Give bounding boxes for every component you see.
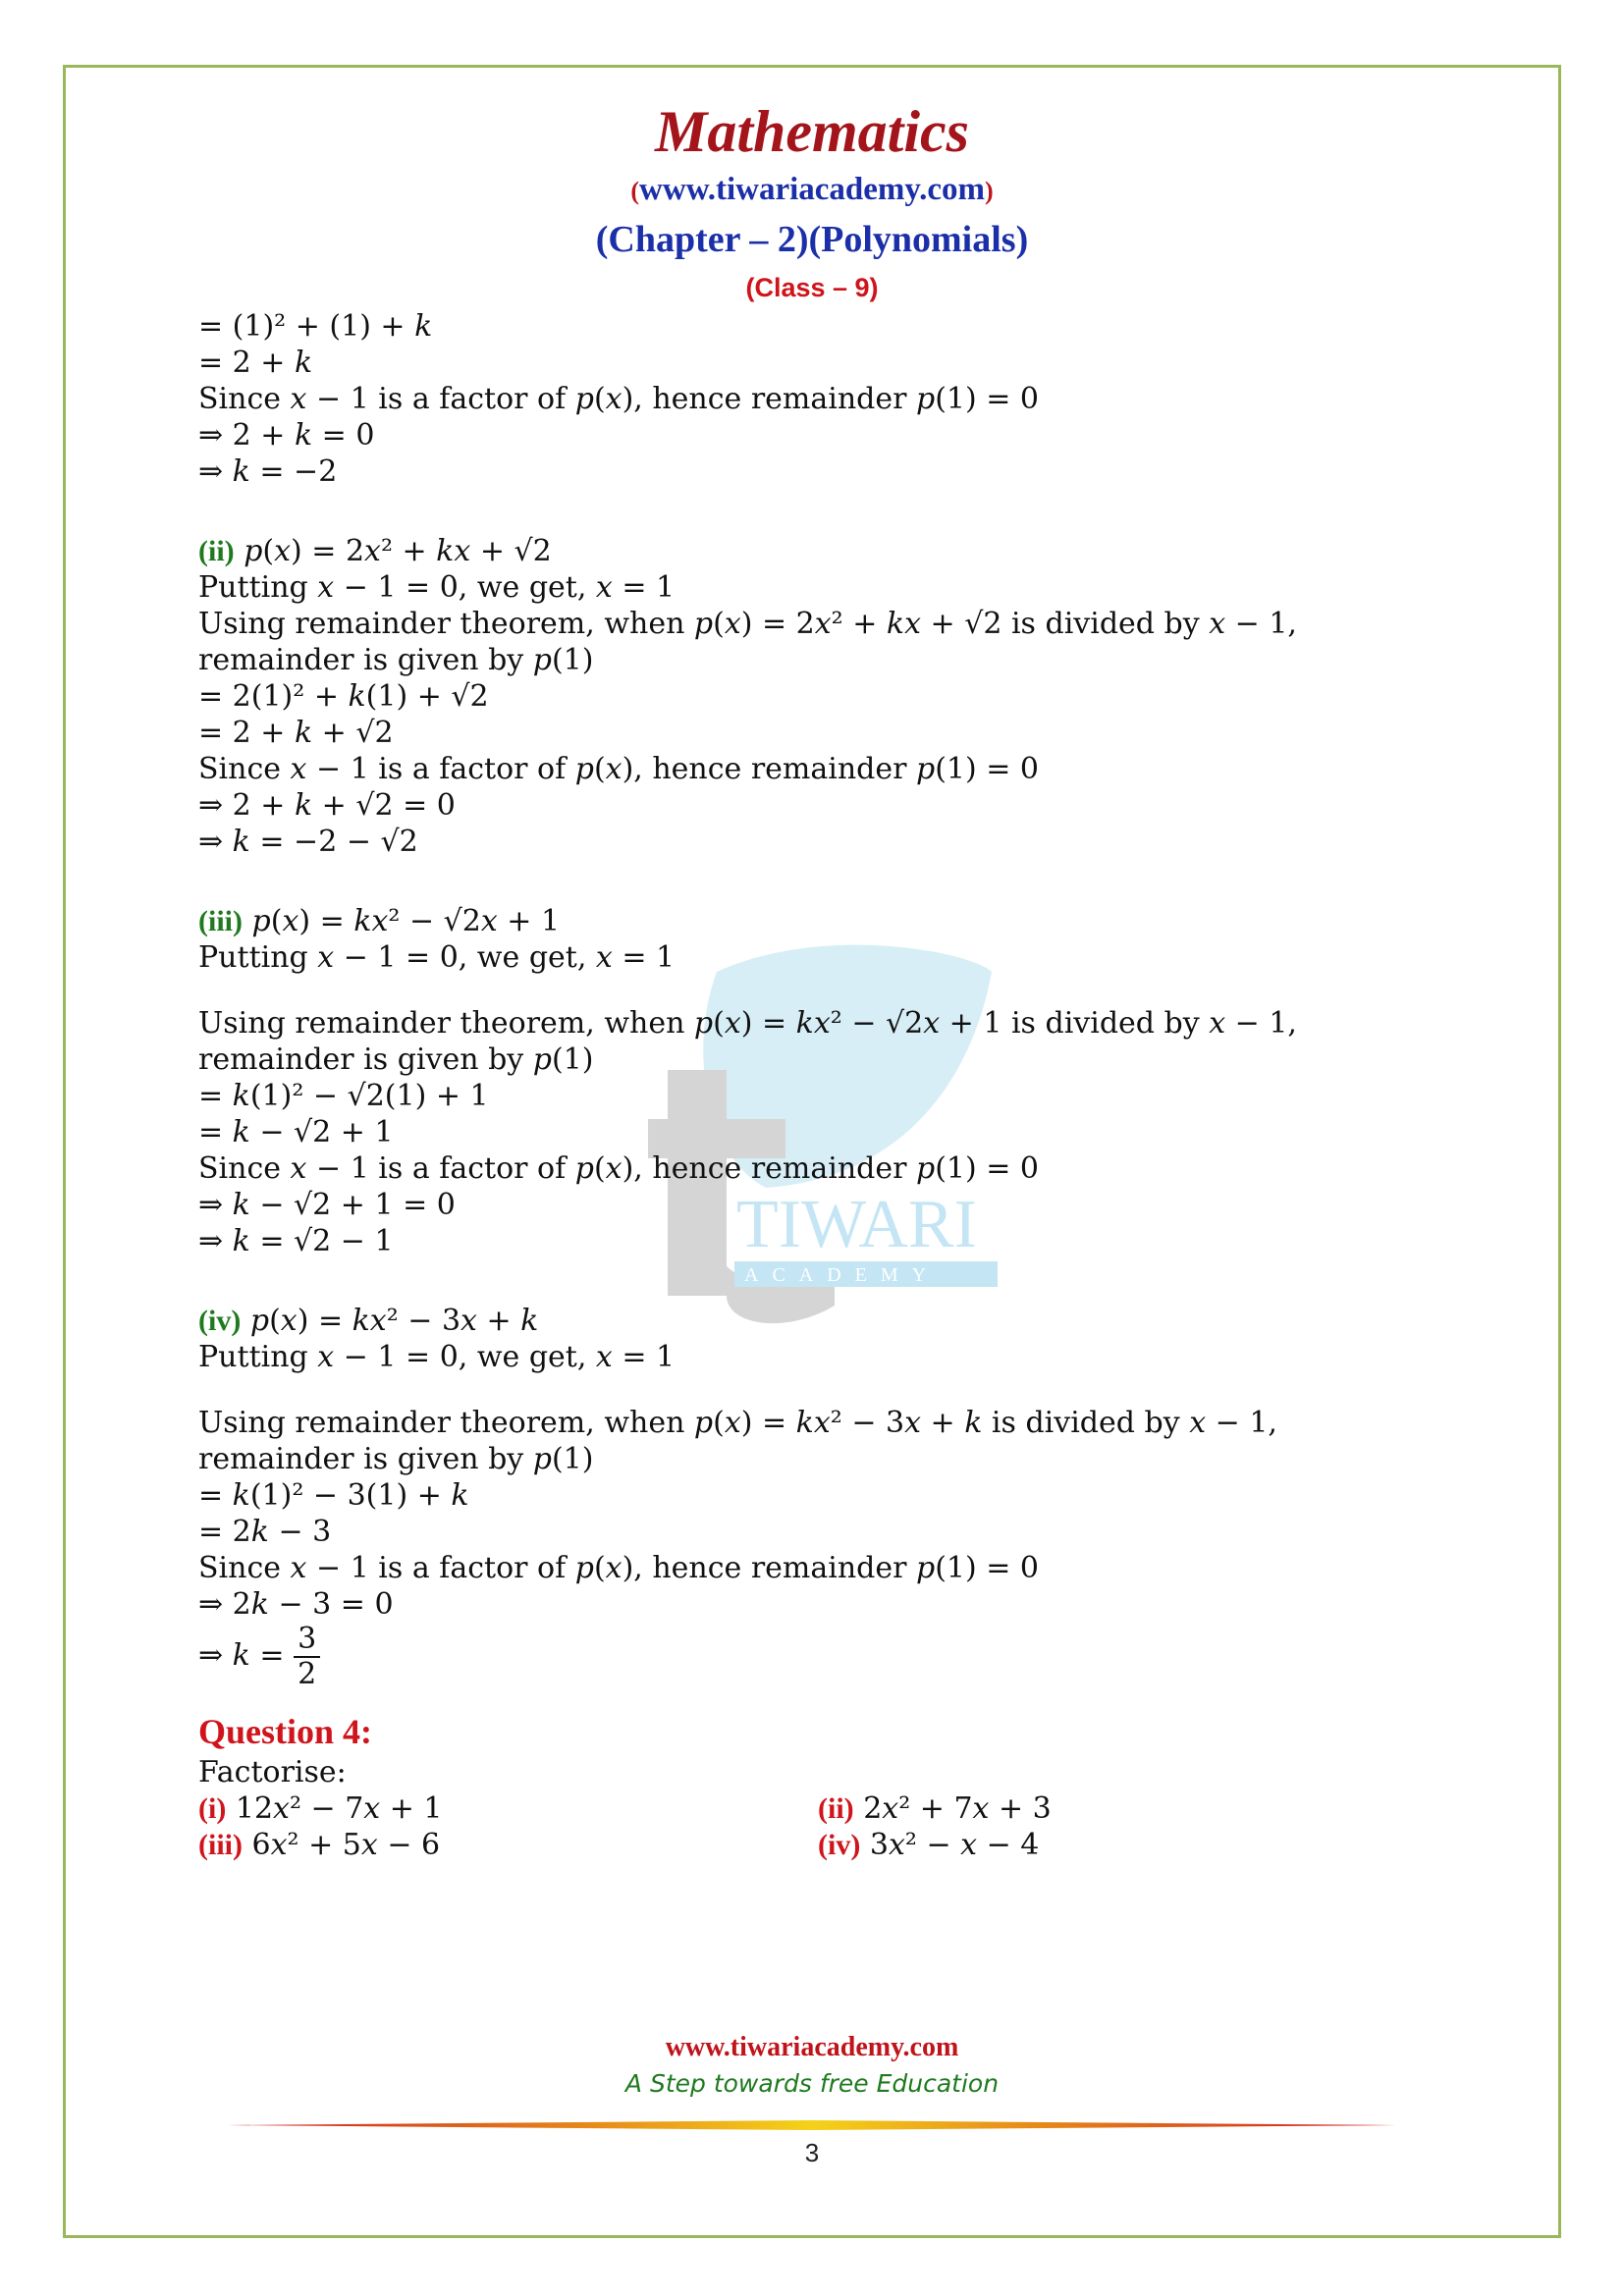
part-expr: 𝑝(𝑥) = 𝑘𝑥² − 3𝑥 + 𝑘 <box>249 1304 539 1338</box>
footer-website-link[interactable]: www.tiwariacademy.com <box>665 2032 959 2062</box>
class-heading: (Class – 9) <box>745 273 879 302</box>
solution-content <box>198 308 1437 1863</box>
math-line: Using remainder theorem, when 𝑝(𝑥) = 𝑘𝑥² − √2𝑥 + 1 is divided by 𝑥 − 1, remainder is given by 𝑝(1) <box>198 1006 1297 1077</box>
math-line: Putting 𝑥 − 1 = 0, we get, 𝑥 = 1 <box>198 940 676 975</box>
math-line: = 𝑘 − √2 + 1 <box>198 1115 394 1149</box>
header-website <box>0 172 1624 208</box>
chapter-heading: (Chapter – 2)(Polynomials) <box>595 219 1029 260</box>
part-iii-heading <box>198 903 1437 939</box>
math-line: Putting 𝑥 − 1 = 0, we get, 𝑥 = 1 <box>198 570 676 605</box>
part-ii-heading <box>198 533 1437 569</box>
math-line: ⇒ 𝑘 − √2 + 1 = 0 <box>198 1188 456 1222</box>
math-line: ⇒ 𝑘 = −2 <box>198 454 338 489</box>
page-number: 3 <box>804 2138 820 2167</box>
fraction <box>294 1623 320 1691</box>
question-item: (i) 12𝑥² − 7𝑥 + 1 <box>198 1791 443 1826</box>
site-paren-close: ) <box>984 177 994 205</box>
math-line: = 𝑘(1)² − 3(1) + 𝑘 <box>198 1478 469 1513</box>
watermark-sub: ACADEMY <box>744 1264 941 1286</box>
math-line: ⇒ 2𝑘 − 3 = 0 <box>198 1587 394 1622</box>
math-line: Putting 𝑥 − 1 = 0, we get, 𝑥 = 1 <box>198 1340 676 1374</box>
math-line: = (1)² + (1) + 𝑘 <box>198 309 433 344</box>
math-line: = 2𝑘 − 3 <box>198 1515 332 1549</box>
part-label: (iv) <box>198 1305 242 1337</box>
math-line: = 2 + 𝑘 + √2 <box>198 716 394 750</box>
question-4-row <box>198 1790 1437 1827</box>
part-label: (iii) <box>198 905 243 937</box>
math-line: = 2(1)² + 𝑘(1) + √2 <box>198 679 489 714</box>
math-line: = 𝑘(1)² − √2(1) + 1 <box>198 1079 489 1113</box>
final-prefix: ⇒ 𝑘 = <box>198 1638 285 1673</box>
part-iv-heading <box>198 1303 1437 1339</box>
footer-tagline: A Step towards free Education <box>624 2069 1000 2098</box>
header-website-link[interactable]: www.tiwariacademy.com <box>639 172 985 207</box>
watermark-letters: TIWARI <box>736 1187 977 1262</box>
math-line: Using remainder theorem, when 𝑝(𝑥) = 2𝑥² + 𝑘𝑥 + √2 is divided by 𝑥 − 1, remainder is given by 𝑝(1) <box>198 607 1297 677</box>
math-line: Since 𝑥 − 1 is a factor of 𝑝(𝑥), hence remainder 𝑝(1) = 0 <box>198 382 1040 416</box>
site-paren-open: ( <box>630 177 640 205</box>
page-title: Mathematics <box>654 99 969 164</box>
math-line: Using remainder theorem, when 𝑝(𝑥) = 𝑘𝑥² − 3𝑥 + 𝑘 is divided by 𝑥 − 1, remainder is given by 𝑝(1) <box>198 1406 1277 1476</box>
question-4-row <box>198 1827 1437 1863</box>
question-item: (iv) 3𝑥² − 𝑥 − 4 <box>818 1828 1040 1862</box>
question-item: (iii) 6𝑥² + 5𝑥 − 6 <box>198 1828 441 1862</box>
math-line: ⇒ 2 + 𝑘 = 0 <box>198 418 375 453</box>
part-expr: 𝑝(𝑥) = 2𝑥² + 𝑘𝑥 + √2 <box>244 534 552 568</box>
question-4-title: Question 4: <box>198 1712 373 1751</box>
math-line: Since 𝑥 − 1 is a factor of 𝑝(𝑥), hence remainder 𝑝(1) = 0 <box>198 1551 1040 1585</box>
part-label: (ii) <box>198 535 235 567</box>
math-line: ⇒ 𝑘 = −2 − √2 <box>198 825 418 859</box>
part-expr: 𝑝(𝑥) = 𝑘𝑥² − √2𝑥 + 1 <box>251 904 561 938</box>
math-line: ⇒ 2 + 𝑘 + √2 = 0 <box>198 788 456 823</box>
math-line: Since 𝑥 − 1 is a factor of 𝑝(𝑥), hence remainder 𝑝(1) = 0 <box>198 1151 1040 1186</box>
math-line: Since 𝑥 − 1 is a factor of 𝑝(𝑥), hence remainder 𝑝(1) = 0 <box>198 752 1040 786</box>
question-4-prompt: Factorise: <box>198 1755 347 1789</box>
fraction-numerator: 3 <box>294 1623 320 1658</box>
final-answer-line <box>198 1623 1437 1691</box>
math-line: ⇒ 𝑘 = √2 − 1 <box>198 1224 394 1258</box>
fraction-denominator: 2 <box>298 1657 317 1691</box>
question-item: (ii) 2𝑥² + 7𝑥 + 3 <box>818 1791 1052 1826</box>
math-line: = 2 + 𝑘 <box>198 346 313 380</box>
footer-divider <box>228 2120 1396 2130</box>
